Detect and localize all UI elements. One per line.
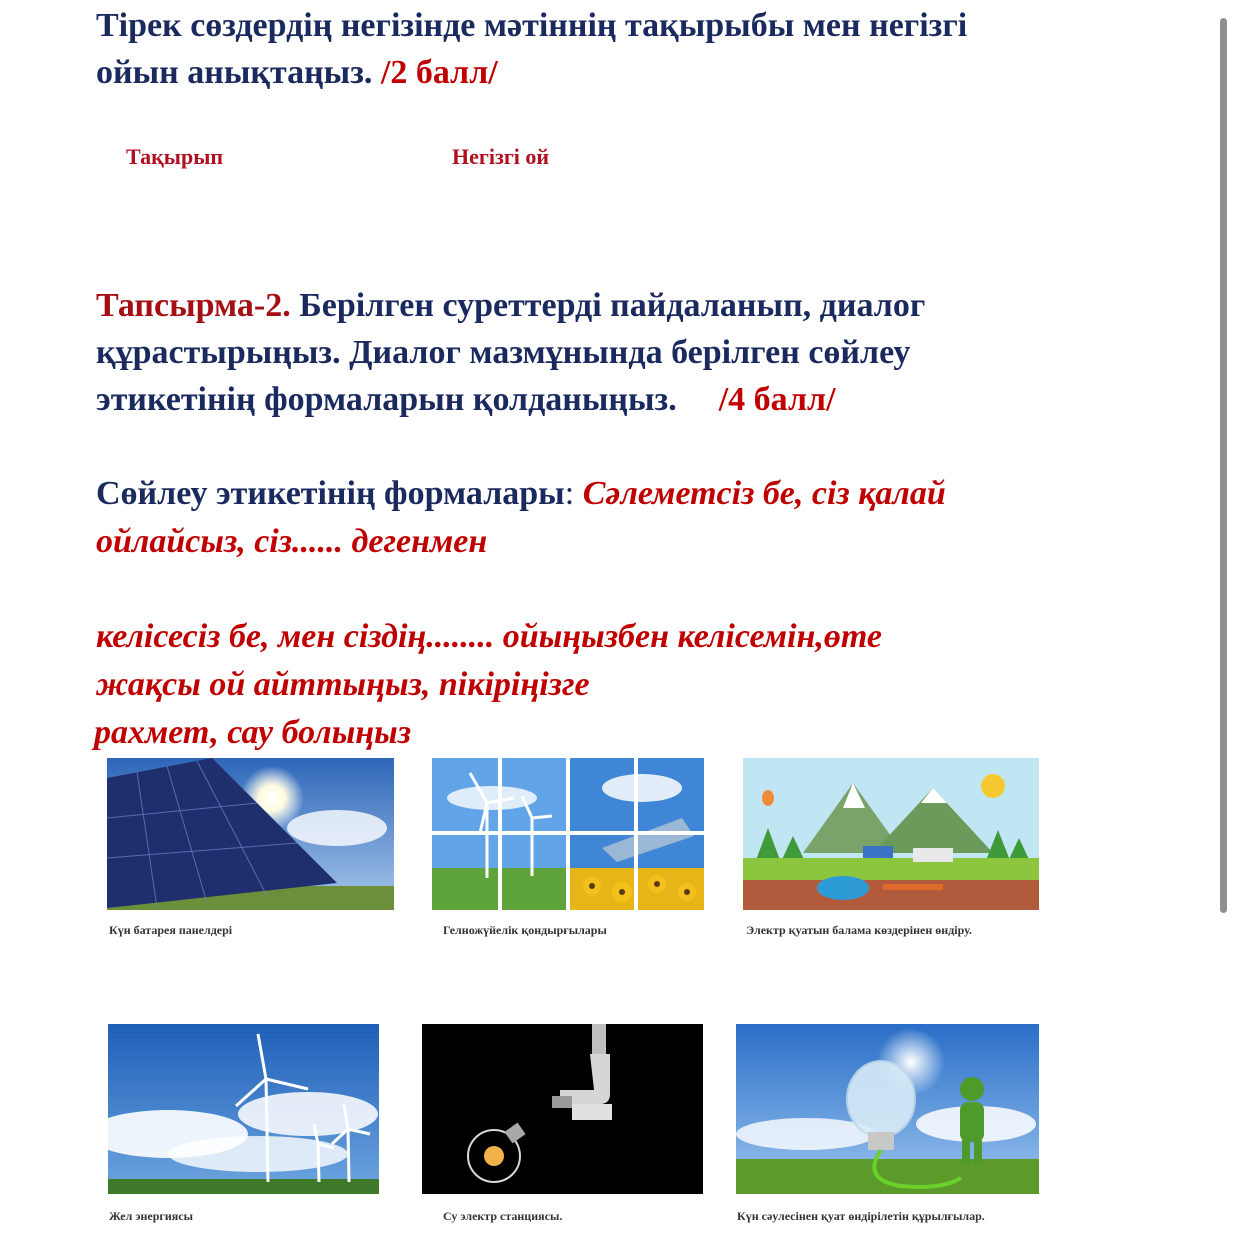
etiquette-forms-4: жақсы ой айттыңыз, пікіріңізге bbox=[96, 666, 590, 703]
task2-line3-text: этикетінің формаларын қолданыңыз. bbox=[96, 381, 677, 418]
caption-hydro: Су электр станциясы. bbox=[443, 1209, 563, 1223]
main-idea-label: Негізгі ой bbox=[452, 144, 550, 169]
task2-line3 bbox=[96, 376, 836, 423]
etiquette-line1 bbox=[96, 470, 946, 517]
faucet-bulb-image bbox=[422, 1024, 703, 1194]
task1-line2-text: ойын анықтаңыз. bbox=[96, 54, 381, 91]
task2-prefix: Тапсырма-2. bbox=[96, 287, 291, 324]
heliowind-collage-image bbox=[432, 758, 704, 910]
caption-wind: Жел энергиясы bbox=[109, 1209, 193, 1223]
task1-line1: Тірек сөздердің негізінде мәтіннің тақырыбы мен негізгі bbox=[96, 7, 968, 44]
task1-points: /2 балл/ bbox=[380, 54, 498, 91]
topic-label: Тақырып bbox=[126, 144, 224, 169]
green-bulb-image bbox=[736, 1024, 1039, 1194]
etiquette-colon: : bbox=[564, 475, 575, 512]
caption-solar-panels: Күн батарея панелдері bbox=[109, 923, 233, 937]
vertical-scrollbar[interactable] bbox=[1220, 18, 1227, 913]
caption-heliowind: Гелножүйелік қондырғылары bbox=[443, 923, 607, 937]
eco-landscape-image bbox=[743, 758, 1039, 910]
task2-line2: құрастырыңыз. Диалог мазмұнында берілген сөйлеу bbox=[96, 334, 911, 371]
etiquette-forms-1: Сәлеметсіз бе, сіз қалай bbox=[574, 475, 946, 512]
caption-eco-landscape: Электр қуатын балама көздерінен өндіру. bbox=[746, 923, 972, 937]
task2-points: /4 балл/ bbox=[718, 381, 836, 418]
task1-line2 bbox=[96, 49, 498, 96]
wind-turbines-image bbox=[108, 1024, 379, 1194]
etiquette-forms-3: келісесіз бе, мен сіздің........ ойыңызбен келісемін,өте bbox=[96, 618, 882, 655]
etiquette-label: Сөйлеу этикетінің формалары bbox=[96, 475, 565, 512]
etiquette-forms-2: ойлайсыз, сіз...... дегенмен bbox=[96, 523, 488, 560]
etiquette-forms-5: рахмет, сау болыңыз bbox=[94, 714, 412, 751]
task2-line1 bbox=[96, 282, 925, 329]
caption-solar-devices: Күн сәулесінен қуат өндірілетін құрылғылар. bbox=[737, 1209, 985, 1223]
task2-line1-text: Берілген суреттерді пайдаланып, диалог bbox=[290, 287, 926, 324]
solar-panels-image bbox=[107, 758, 394, 910]
